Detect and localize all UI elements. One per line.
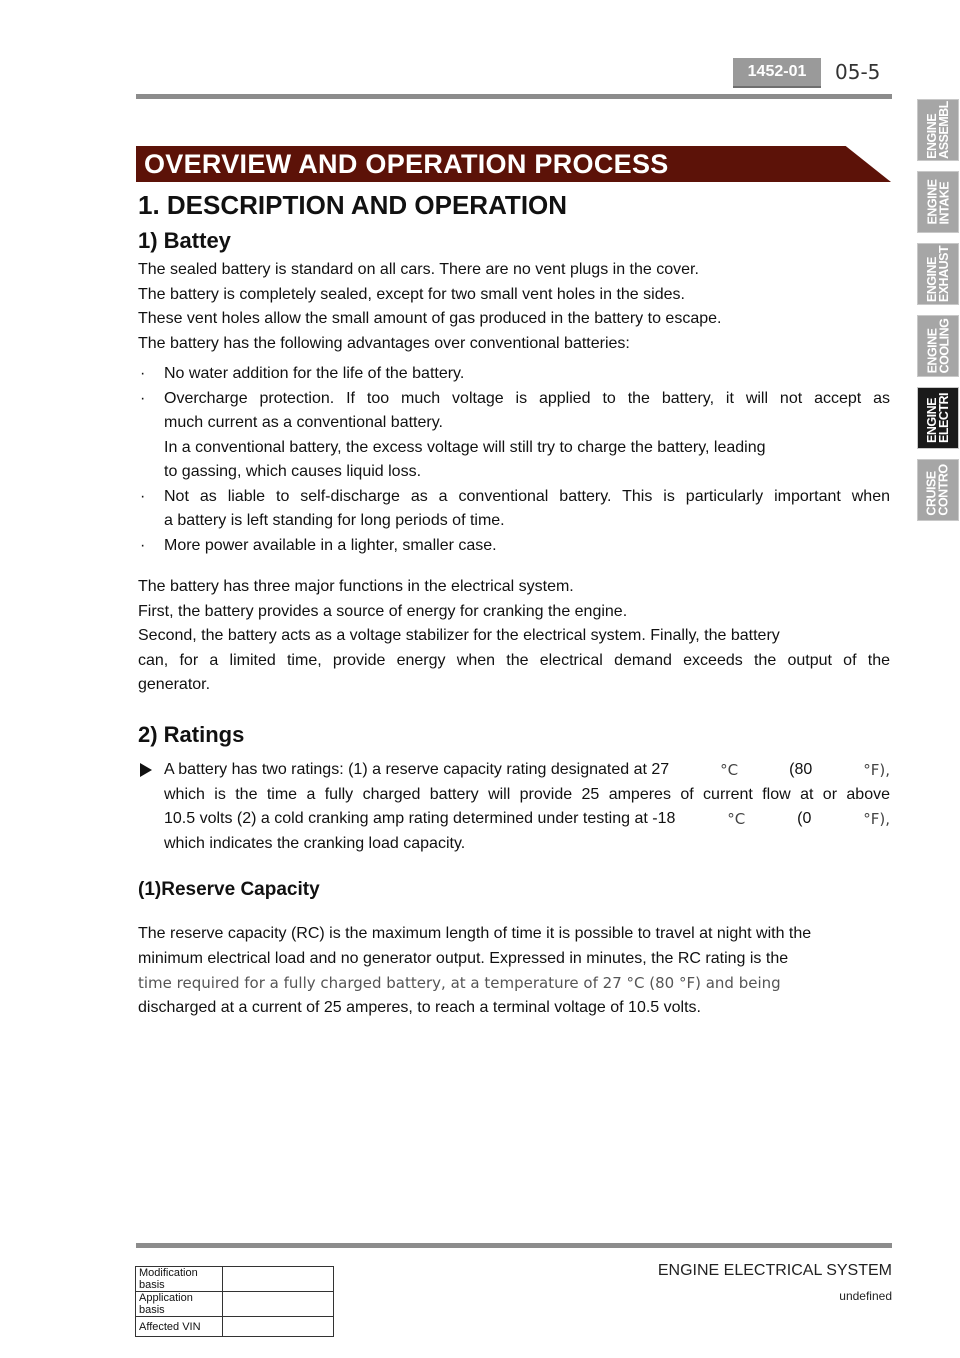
ratings-line: which indicates the cranking load capacity. (164, 834, 466, 852)
list-item-text: much current as a conventional battery. (164, 414, 443, 431)
bullet-mark: · (140, 536, 146, 554)
table-row (136, 1267, 334, 1292)
page-number: 05-5 (835, 60, 881, 84)
bullet-mark: · (140, 365, 146, 382)
modification-table (135, 1266, 334, 1337)
paragraph-line: The battery has the following advantages over conventional batteries: (138, 334, 630, 352)
list-item-text: More power available in a lighter, smaller case. (164, 536, 497, 554)
list-item-text: Overcharge protection. If too much voltage is applied to the battery, it will not accept as (164, 389, 890, 407)
tab-cruise-control[interactable] (917, 459, 959, 521)
list-item (140, 758, 890, 856)
page-title: 1. DESCRIPTION AND OPERATION (138, 190, 568, 220)
paragraph-line: discharged at a current of 25 amperes, to reach a terminal voltage of 10.5 volts. (138, 998, 701, 1016)
battery-intro (138, 258, 890, 356)
bullet-mark: · (140, 487, 146, 505)
header-divider (136, 94, 892, 99)
tab-engine-exhaust[interactable] (917, 243, 959, 305)
list-item (140, 387, 890, 485)
list-item-text: No water addition for the life of the battery. (164, 365, 465, 382)
paragraph-line: First, the battery provides a source of energy for cranking the engine. (138, 602, 628, 620)
table-cell-value (223, 1292, 334, 1317)
list-item-text: Not as liable to self-discharge as a conventional battery. This is particularly important when (164, 487, 890, 505)
bullet-mark: · (140, 389, 146, 407)
ratings-paragraph (140, 758, 890, 856)
paragraph-line: can, for a limited time, provide energy when the electrical demand exceeds the output of the (138, 651, 890, 669)
list-item-text: a battery is left standing for long periods of time. (164, 512, 505, 529)
tab-engine-cooling[interactable] (917, 315, 959, 377)
paragraph-line: generator. (138, 676, 211, 693)
table-cell-value (223, 1267, 334, 1292)
list-item (140, 534, 890, 559)
footer-title: ENGINE ELECTRICAL SYSTEM (657, 1262, 892, 1279)
ratings-heading: 2) Ratings (138, 722, 245, 747)
list-item (140, 362, 890, 387)
tab-label: ENGINE COOLING (925, 318, 951, 374)
footer-divider (136, 1243, 892, 1248)
ratings-line: A battery has two ratings: (1) a reserve capacity rating designated at 27 °C (80 °F), (164, 761, 890, 779)
tab-label: ENGINE ELECTRI (925, 393, 952, 443)
ratings-line: which is the time a fully charged battery will provide 25 amperes of current flow at or above (164, 785, 890, 803)
paragraph-line: time required for a fully charged battery, at a temperature of 27 °C (80 °F) and being (138, 974, 781, 992)
paragraph-line: The battery has three major functions in the electrical system. (138, 578, 574, 595)
paragraph-line: minimum electrical load and no generator output. Expressed in minutes, the RC rating is the (138, 949, 789, 967)
ratings-line: 10.5 volts (2) a cold cranking amp rating determined under testing at -18 °C (0 °F), (164, 810, 890, 828)
tab-label: ENGINE INTAKE (925, 179, 951, 225)
table-cell-label: Application basis (136, 1292, 223, 1317)
paragraph-line: The sealed battery is standard on all cars. There are no vent plugs in the cover. (138, 261, 699, 278)
triangle-arrow-icon (140, 763, 152, 777)
table-row (136, 1292, 334, 1317)
battery-functions (138, 575, 890, 698)
table-row (136, 1317, 334, 1337)
tab-label: CRUISE CONTRO (925, 464, 952, 516)
table-cell-value (223, 1317, 334, 1337)
paragraph-line: The reserve capacity (RC) is the maximum length of time it is possible to travel at night with the (138, 925, 812, 942)
tab-label: ENGINE ASSEMBL (925, 101, 951, 159)
paragraph-line: Second, the battery acts as a voltage stabilizer for the electrical system. Finally, the battery (138, 627, 780, 644)
footer-subtitle: undefined (839, 1289, 892, 1303)
list-item-text: to gassing, which causes liquid loss. (164, 463, 422, 480)
table-cell-label: Modification basis (136, 1267, 223, 1292)
paragraph-line: These vent holes allow the small amount of gas produced in the battery to escape. (138, 310, 722, 327)
reserve-capacity-paragraph (138, 922, 890, 1020)
advantages-list (140, 362, 890, 558)
list-item-text: In a conventional battery, the excess voltage will still try to charge the battery, leading (164, 438, 766, 456)
document-code-badge: 1452-01 (733, 58, 821, 88)
tab-label: ENGINE EXHAUST (925, 245, 952, 303)
paragraph-line: The battery is completely sealed, except for two small vent holes in the sides. (138, 285, 685, 303)
tab-engine-assembly[interactable] (917, 99, 959, 161)
battery-heading: 1) Battey (138, 228, 231, 253)
tab-engine-intake[interactable] (917, 171, 959, 233)
reserve-capacity-heading: (1)Reserve Capacity (138, 879, 320, 900)
table-cell-label: Affected VIN (136, 1317, 223, 1337)
tab-engine-electrical[interactable] (917, 387, 959, 449)
list-item (140, 485, 890, 534)
banner-title: OVERVIEW AND OPERATION PROCESS (144, 149, 669, 179)
